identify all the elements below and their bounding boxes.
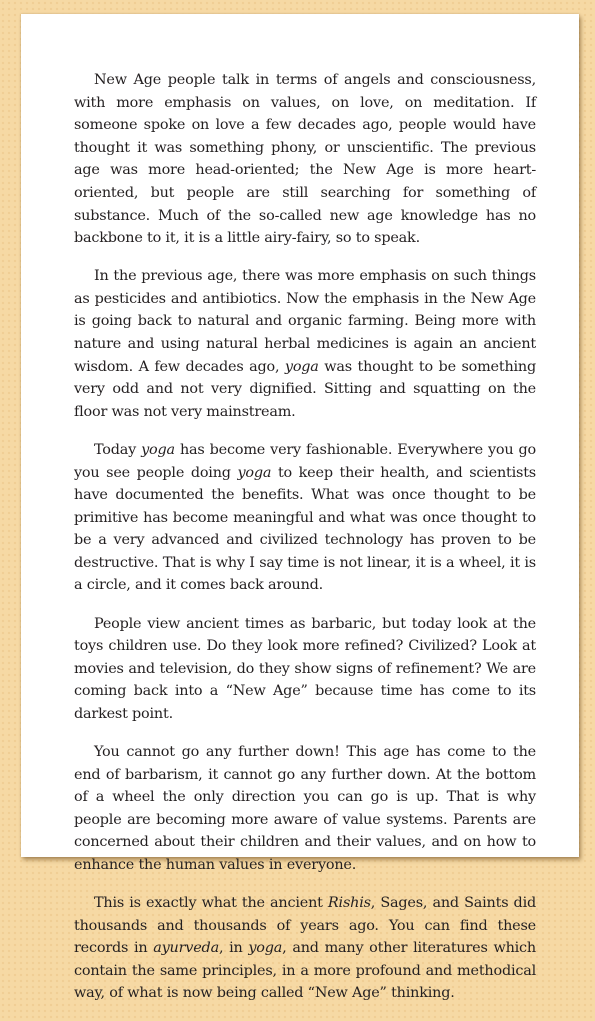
text-run: People view ancient times as barbaric, but today look at the toys children use. Do they look more refined? Civilized? Look at movies and television, do they show signs of refinement? We are coming back into a “New Age” because time has come to its darkest point. bbox=[74, 615, 536, 722]
italic-term: ayurveda bbox=[153, 940, 219, 957]
paragraph bbox=[74, 265, 536, 423]
italic-term: yoga bbox=[237, 464, 272, 481]
paragraph bbox=[74, 69, 536, 250]
text-run: has become very fashionable. Everywhere you go you see people doing bbox=[74, 441, 536, 481]
paragraph bbox=[74, 613, 536, 726]
text-run: , in bbox=[218, 940, 249, 957]
italic-term: yoga bbox=[141, 441, 175, 458]
paragraph bbox=[74, 892, 536, 1005]
book-page bbox=[21, 14, 579, 1002]
page-text bbox=[74, 69, 536, 1021]
paragraph bbox=[74, 741, 536, 877]
text-run: was thought to be something very odd and not very dignified. Sitting and squatting on the floor was not very mainstream. bbox=[74, 358, 536, 420]
text-run: , and many other literatures which contain the same principles, in a more profound and methodical way, of what is now being called “New Age” thinking. bbox=[74, 940, 536, 1002]
paragraph bbox=[74, 439, 536, 597]
text-run: New Age people talk in terms of angels and consciousness, with more emphasis on values, on love, on meditation. If someone spoke on love a few decades ago, people would have thought it was something phony, or unscientific. The previous age was more head-oriented; the New Age is more heart-oriented, but people are still searching for something of substance. Much of the so-called new age knowledge has no backbone to it, it is a little airy-fairy, so to speak. bbox=[74, 72, 536, 247]
italic-term: yoga bbox=[248, 940, 283, 957]
text-run: , Sages, and Saints did thousands and thousands of years ago. You can find these records in bbox=[74, 895, 536, 957]
text-run: Today bbox=[94, 441, 142, 458]
text-run: This is exactly what the ancient bbox=[94, 895, 328, 912]
text-run: to keep their health, and scientists have documented the benefits. What was once thought to be primitive has become meaningful and what was once thought to be a very advanced and civilized technology has proven to be destructive. That is why I say time is not linear, it is a wheel, it is a circle, and it comes back around. bbox=[74, 464, 536, 594]
text-run: In the previous age, there was more emphasis on such things as pesticides and antibiotics. Now the emphasis in the New Age is going back to natural and organic farming. Being more with nature and using natural herbal medicines is again an ancient wisdom. A few decades ago, bbox=[74, 268, 536, 375]
text-run: You cannot go any further down! This age has come to the end of barbarism, it cannot go any further down. At the bottom of a wheel the only direction you can go is up. That is why people are becoming more aware of value systems. Parents are concerned about their children and their values, and on how to enhance the human values in everyone. bbox=[74, 744, 536, 873]
italic-term: Rishis bbox=[327, 895, 371, 912]
italic-term: yoga bbox=[284, 358, 319, 375]
